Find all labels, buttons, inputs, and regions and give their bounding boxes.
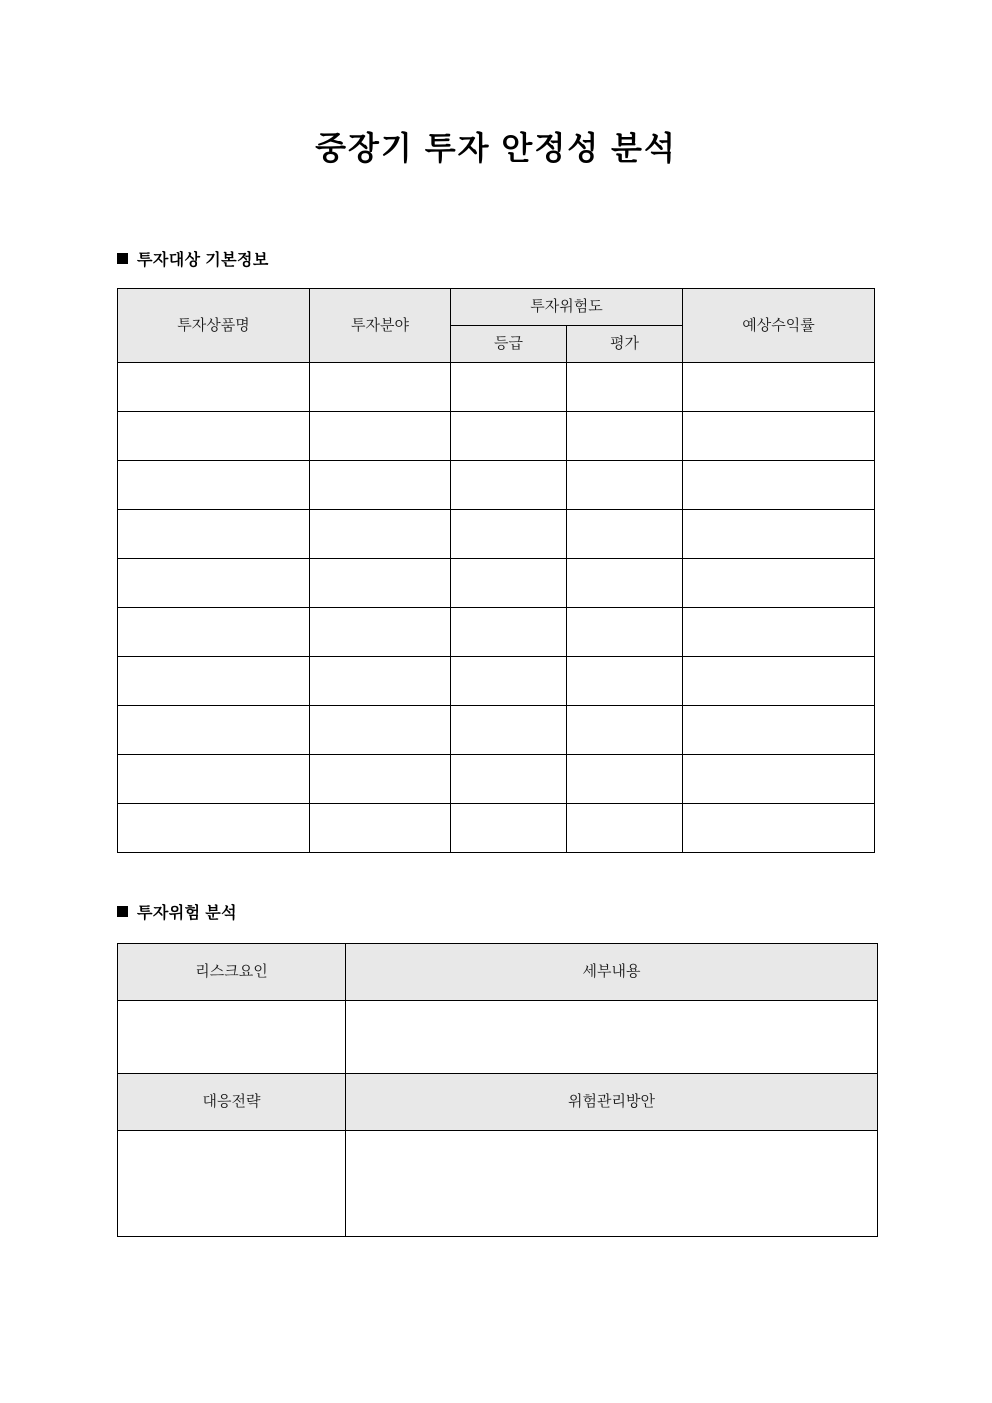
- table-row: [118, 559, 875, 608]
- cell-product-name[interactable]: [118, 755, 310, 804]
- cell-product-name[interactable]: [118, 510, 310, 559]
- table-row: [118, 706, 875, 755]
- cell-investment-field[interactable]: [310, 363, 451, 412]
- cell-expected-return[interactable]: [683, 510, 875, 559]
- cell-expected-return[interactable]: [683, 559, 875, 608]
- cell-expected-return[interactable]: [683, 412, 875, 461]
- cell-risk-grade[interactable]: [451, 657, 567, 706]
- square-bullet-icon: [117, 906, 128, 917]
- cell-expected-return[interactable]: [683, 804, 875, 853]
- cell-risk-evaluation[interactable]: [567, 510, 683, 559]
- cell-investment-field[interactable]: [310, 510, 451, 559]
- cell-product-name[interactable]: [118, 363, 310, 412]
- cell-investment-field[interactable]: [310, 461, 451, 510]
- cell-risk-grade[interactable]: [451, 559, 567, 608]
- section-heading-investment-basic-info: [117, 251, 269, 270]
- table-row: [118, 412, 875, 461]
- cell-risk-evaluation[interactable]: [567, 608, 683, 657]
- cell-product-name[interactable]: [118, 412, 310, 461]
- section-heading-label: 투자대상 기본정보: [137, 252, 269, 269]
- cell-investment-field[interactable]: [310, 706, 451, 755]
- table-row: [118, 1001, 878, 1074]
- cell-risk-factor-value[interactable]: [118, 1001, 346, 1074]
- cell-response-strategy-value[interactable]: [118, 1131, 346, 1237]
- column-header-expected-return: 예상수익률: [683, 289, 875, 363]
- table-row: [118, 363, 875, 412]
- table-row: [118, 608, 875, 657]
- cell-risk-grade[interactable]: [451, 608, 567, 657]
- cell-risk-evaluation[interactable]: [567, 657, 683, 706]
- cell-risk-evaluation[interactable]: [567, 412, 683, 461]
- cell-risk-evaluation[interactable]: [567, 755, 683, 804]
- cell-product-name[interactable]: [118, 706, 310, 755]
- column-header-response-strategy: 대응전략: [118, 1074, 346, 1131]
- table-row: [118, 804, 875, 853]
- cell-risk-management-value[interactable]: [346, 1131, 878, 1237]
- cell-investment-field[interactable]: [310, 559, 451, 608]
- cell-risk-grade[interactable]: [451, 363, 567, 412]
- table-row: [118, 1131, 878, 1237]
- cell-risk-grade[interactable]: [451, 461, 567, 510]
- cell-investment-field[interactable]: [310, 412, 451, 461]
- column-header-risk-management-plan: 위험관리방안: [346, 1074, 878, 1131]
- section-heading-label: 투자위험 분석: [137, 905, 237, 922]
- column-header-product-name: 투자상품명: [118, 289, 310, 363]
- page-title: 중장기 투자 안정성 분석: [315, 130, 677, 166]
- table-row: [118, 510, 875, 559]
- section-heading-risk-analysis: [117, 904, 237, 923]
- cell-product-name[interactable]: [118, 461, 310, 510]
- risk-analysis-table: [117, 943, 878, 1237]
- cell-risk-evaluation[interactable]: [567, 804, 683, 853]
- table-header-row-top: [118, 289, 875, 326]
- table-body: [118, 363, 875, 853]
- cell-risk-grade[interactable]: [451, 804, 567, 853]
- column-header-detail: 세부내용: [346, 944, 878, 1001]
- cell-risk-evaluation[interactable]: [567, 559, 683, 608]
- cell-expected-return[interactable]: [683, 755, 875, 804]
- table-row: [118, 657, 875, 706]
- column-header-risk-factor: 리스크요인: [118, 944, 346, 1001]
- cell-investment-field[interactable]: [310, 657, 451, 706]
- table-row: [118, 755, 875, 804]
- cell-product-name[interactable]: [118, 608, 310, 657]
- cell-investment-field[interactable]: [310, 608, 451, 657]
- cell-investment-field[interactable]: [310, 755, 451, 804]
- column-header-risk-evaluation: 평가: [567, 326, 683, 363]
- table-body: [118, 944, 878, 1237]
- cell-expected-return[interactable]: [683, 657, 875, 706]
- table-row: [118, 461, 875, 510]
- column-header-investment-field: 투자분야: [310, 289, 451, 363]
- cell-risk-evaluation[interactable]: [567, 461, 683, 510]
- cell-investment-field[interactable]: [310, 804, 451, 853]
- column-header-risk-grade: 등급: [451, 326, 567, 363]
- cell-expected-return[interactable]: [683, 706, 875, 755]
- table-row: [118, 1074, 878, 1131]
- cell-risk-grade[interactable]: [451, 412, 567, 461]
- cell-expected-return[interactable]: [683, 363, 875, 412]
- table-row: [118, 944, 878, 1001]
- cell-risk-evaluation[interactable]: [567, 706, 683, 755]
- cell-risk-grade[interactable]: [451, 510, 567, 559]
- cell-risk-grade[interactable]: [451, 706, 567, 755]
- investment-basic-info-table: [117, 288, 875, 853]
- cell-product-name[interactable]: [118, 804, 310, 853]
- square-bullet-icon: [117, 253, 128, 264]
- cell-risk-grade[interactable]: [451, 755, 567, 804]
- column-header-risk-level-group: 투자위험도: [451, 289, 683, 326]
- table-header: [118, 289, 875, 363]
- cell-expected-return[interactable]: [683, 461, 875, 510]
- cell-expected-return[interactable]: [683, 608, 875, 657]
- cell-product-name[interactable]: [118, 657, 310, 706]
- cell-detail-value[interactable]: [346, 1001, 878, 1074]
- cell-product-name[interactable]: [118, 559, 310, 608]
- cell-risk-evaluation[interactable]: [567, 363, 683, 412]
